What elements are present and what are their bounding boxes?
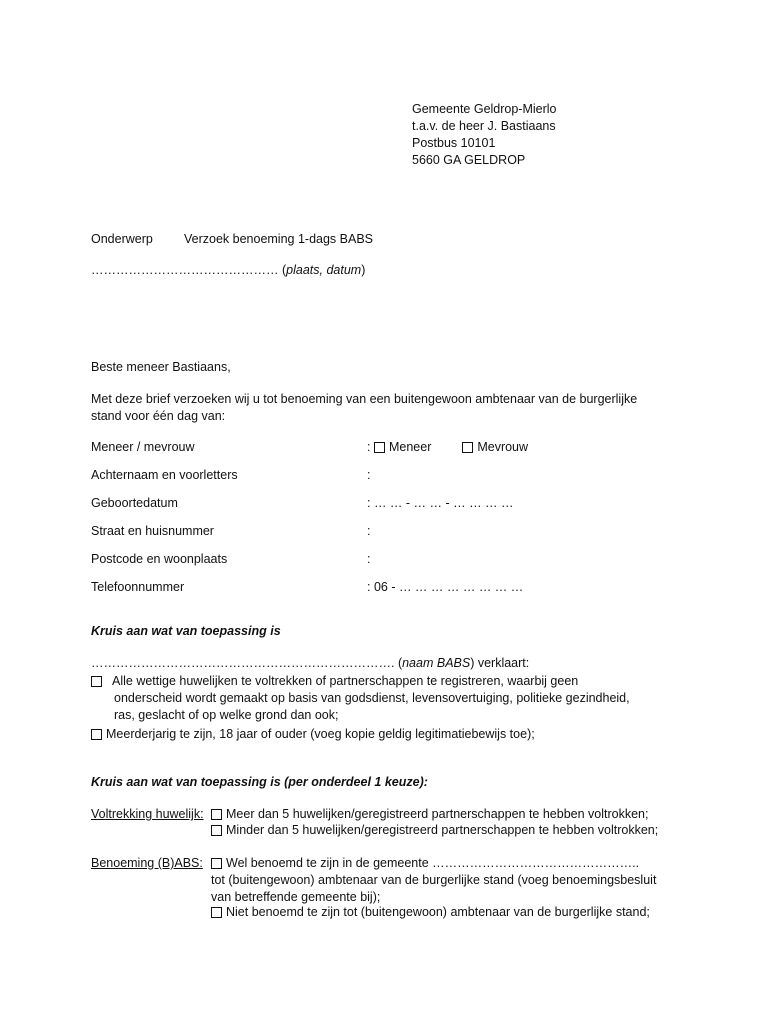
voltrekking-label: Voltrekking huwelijk: — [91, 807, 204, 821]
postcode-field[interactable]: : — [367, 552, 371, 566]
declare-line — [91, 655, 529, 672]
declare-rest: ) verklaart: — [470, 656, 530, 670]
phone-label: Telefoonnummer — [91, 580, 185, 594]
item1-line-2: onderscheid wordt gemaakt op basis van godsdienst, levensovertuiging, politieke gezindheid, — [114, 691, 630, 705]
address-block — [412, 101, 557, 169]
meneer-checkbox[interactable] — [374, 442, 385, 453]
voltrekking-option-1 — [211, 806, 649, 823]
section1-item-2 — [91, 726, 535, 743]
place-date-close: ) — [361, 263, 366, 277]
declare-dots: ………………………………………………………………. ( — [91, 656, 403, 670]
section1-item-1 — [91, 673, 630, 724]
section1-heading: Kruis aan wat van toepassing is — [91, 624, 281, 638]
mevrouw-label: Mevrouw — [477, 440, 529, 454]
intro-line-1: Met deze brief verzoeken wij u tot benoeming van een buitengewoon ambtenaar van de burgerlijke — [91, 392, 638, 406]
voltrekking-opt2-text: Minder dan 5 huwelijken/geregistreerd partnerschappen te hebben voltrokken; — [226, 823, 659, 837]
place-date-dots: ……………………………………… ( — [91, 263, 287, 277]
benoeming-opt2-text: Niet benoemd te zijn tot (buitengewoon) ambtenaar van de burgerlijke stand; — [226, 905, 650, 919]
address-line-4: 5660 GA GELDROP — [412, 153, 526, 167]
item1-checkbox[interactable] — [91, 676, 102, 687]
benoeming-opt1-line-1: Wel benoemd te zijn in de gemeente ………………………………………….. — [226, 856, 640, 870]
street-label: Straat en huisnummer — [91, 524, 214, 538]
benoeming-label: Benoeming (B)ABS: — [91, 856, 203, 870]
surname-field[interactable]: : — [367, 468, 371, 482]
voltrekking-option-2 — [211, 822, 658, 839]
subject-label: Onderwerp — [91, 232, 153, 246]
place-date-line — [91, 262, 365, 279]
salutation: Beste meneer Bastiaans, — [91, 360, 231, 374]
address-line-1: Gemeente Geldrop-Mierlo — [412, 102, 557, 116]
item2-checkbox[interactable] — [91, 729, 102, 740]
address-line-3: Postbus 10101 — [412, 136, 496, 150]
benoeming-option-2 — [211, 904, 650, 921]
benoeming-opt2-checkbox[interactable] — [211, 907, 222, 918]
gender-colon: : — [367, 440, 371, 454]
meneer-label: Meneer — [388, 440, 432, 454]
voltrekking-opt2-checkbox[interactable] — [211, 825, 222, 836]
benoeming-opt1-line-3: van betreffende gemeente bij); — [211, 890, 381, 904]
birthdate-label: Geboortedatum — [91, 496, 178, 510]
phone-field[interactable]: : 06 - … … … … … … … … — [367, 580, 524, 594]
gender-label: Meneer / mevrouw — [91, 440, 195, 454]
benoeming-opt1-checkbox[interactable] — [211, 858, 222, 869]
street-field[interactable]: : — [367, 524, 371, 538]
address-line-2: t.a.v. de heer J. Bastiaans — [412, 119, 556, 133]
voltrekking-opt1-text: Meer dan 5 huwelijken/geregistreerd partnerschappen te hebben voltrokken; — [226, 807, 649, 821]
item1-line-1: Alle wettige huwelijken te voltrekken of partnerschappen te registreren, waarbij geen — [112, 674, 579, 688]
benoeming-option-1 — [211, 855, 656, 906]
place-date-hint: plaats, datum — [286, 263, 362, 277]
item1-line-3: ras, geslacht of op welke grond dan ook; — [114, 708, 339, 722]
declare-hint: naam BABS — [402, 656, 471, 670]
section2-heading: Kruis aan wat van toepassing is (per onderdeel 1 keuze): — [91, 775, 428, 789]
gender-options — [367, 439, 528, 456]
mevrouw-checkbox[interactable] — [462, 442, 473, 453]
intro-paragraph — [91, 391, 637, 425]
item2-text: Meerderjarig te zijn, 18 jaar of ouder (voeg kopie geldig legitimatiebewijs toe); — [106, 727, 535, 741]
voltrekking-opt1-checkbox[interactable] — [211, 809, 222, 820]
surname-label: Achternaam en voorletters — [91, 468, 238, 482]
subject-value: Verzoek benoeming 1-dags BABS — [184, 232, 374, 246]
intro-line-2: stand voor één dag van: — [91, 409, 226, 423]
benoeming-opt1-line-2: tot (buitengewoon) ambtenaar van de burgerlijke stand (voeg benoemingsbesluit — [211, 873, 657, 887]
postcode-label: Postcode en woonplaats — [91, 552, 228, 566]
birthdate-field[interactable]: : … … - … … - … … … … — [367, 496, 514, 510]
